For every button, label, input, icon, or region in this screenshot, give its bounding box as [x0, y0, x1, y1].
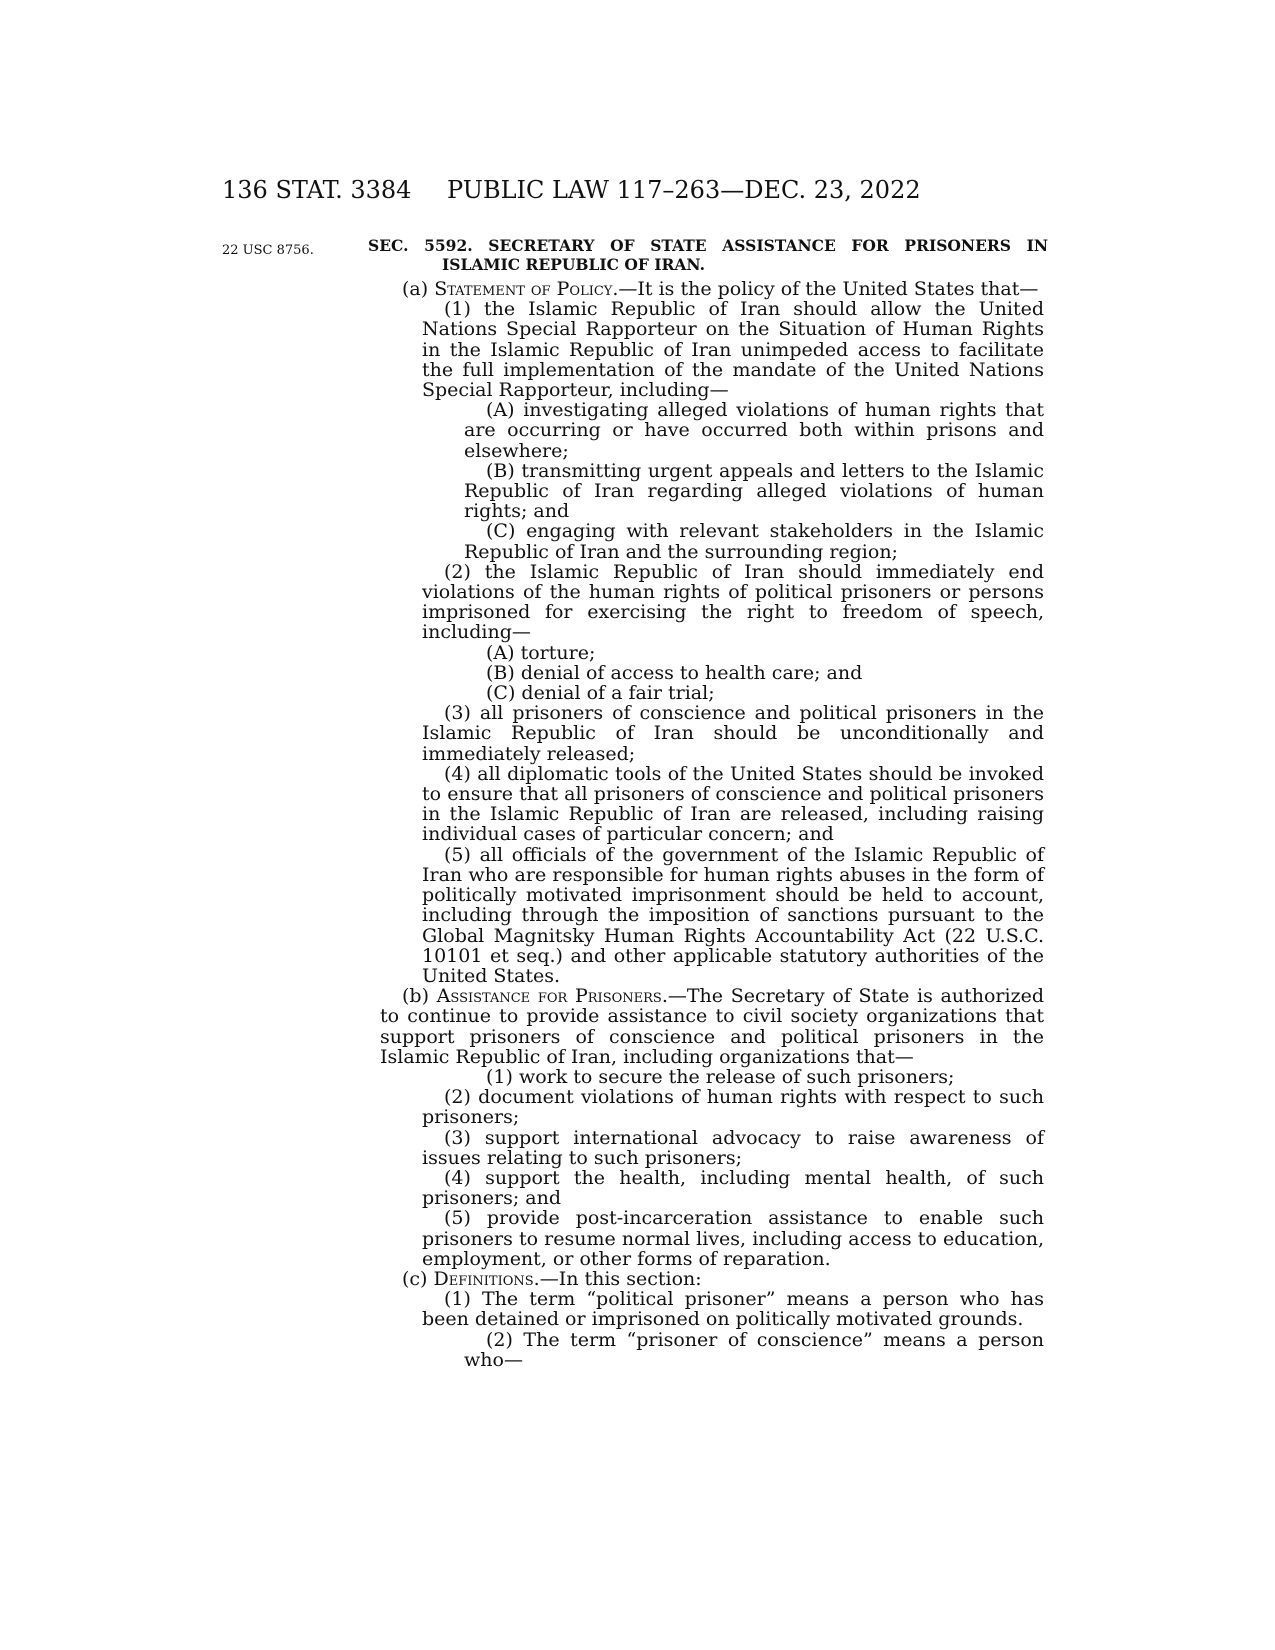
subsection-heading: Definitions: [433, 1267, 534, 1290]
page-header: [222, 176, 1042, 216]
clause-a-2-B: (B) denial of access to health care; and: [486, 661, 863, 684]
paragraph-a-1: (1) the Islamic Republic of Iran should allow the United Nations Special Rapporteur on the Situation of Human Rights in the Islamic Republic of Iran unimpeded access to facilitate the full implementation of the mandate of the United Nations Special Rapporteur, including—: [422, 298, 1044, 402]
paragraph-b-4: (4) support the health, including mental health, of such prisoners; and: [422, 1166, 1044, 1210]
subsection-a: [380, 279, 1044, 299]
margin-citation: 22 USC 8756.: [222, 243, 314, 258]
paragraph-c-2: (2) The term “prisoner of conscience” means a person who—: [464, 1328, 1044, 1371]
paragraph-c-1: (1) The term “political prisoner” means a person who has been detained or imprisoned on politically motivated grounds.: [422, 1288, 1044, 1331]
subsection-c: (c) Definitions.—In this section:: [402, 1267, 702, 1290]
statute-page-number: 136 STAT. 3384: [222, 176, 412, 204]
paragraph-a-2: (2) the Islamic Republic of Iran should immediately end violations of the human rights of political prisoners or persons imprisoned for exercising the right to freedom of speech, including—: [422, 560, 1044, 644]
running-title: PUBLIC LAW 117–263—DEC. 23, 2022: [447, 176, 921, 204]
section-heading: [368, 236, 1048, 274]
section-body: [380, 279, 1044, 1370]
clause-a-1-A: (A) investigating alleged violations of human rights that are occurring or have occurred both within prisons and elsewhere;: [464, 399, 1044, 462]
paragraph-a-5: (5) all officials of the government of the Islamic Republic of Iran who are responsible for human rights abuses in the form of politically motivated imprisonment should be held to account, including through the imposition of sanctions pursuant to the Global Magnitsky Human Rights Accountability Act (22 U.S.C. 10101 et seq.) and other applicable statutory authorities of the United States.: [422, 843, 1044, 987]
subsection-a-text: (a) Statement of Policy.—It is the policy of the United States that—: [402, 278, 1039, 300]
paragraph-b-1: (1) work to secure the release of such prisoners;: [486, 1065, 955, 1088]
paragraph-a-4: (4) all diplomatic tools of the United States should be invoked to ensure that all prisoners of conscience and political prisoners in the Islamic Republic of Iran are released, including raising individual cases of particular concern; and: [422, 762, 1044, 846]
paragraph-b-5: (5) provide post-incarceration assistance to enable such prisoners to resume normal lives, including access to education, employment, or other forms of reparation.: [422, 1207, 1044, 1270]
section-heading-line-1: SEC. 5592. SECRETARY OF STATE ASSISTANCE FOR PRISONERS IN: [368, 236, 1048, 255]
subsection-heading: Assistance for Prisoners: [436, 985, 662, 1008]
clause-a-2-A: (A) torture;: [486, 641, 596, 664]
clause-a-1-C: (C) engaging with relevant stakeholders in the Islamic Republic of Iran and the surrounding region;: [464, 520, 1044, 563]
paragraph-b-2: (2) document violations of human rights with respect to such prisoners;: [422, 1086, 1044, 1129]
paragraph-b-3: (3) support international advocacy to raise awareness of issues relating to such prisoners;: [422, 1126, 1044, 1169]
clause-a-2-C: (C) denial of a fair trial;: [486, 682, 715, 705]
paragraph-a-3: (3) all prisoners of conscience and political prisoners in the Islamic Republic of Iran should be unconditionally and immediately released;: [422, 702, 1044, 765]
subsection-heading: Statement of Policy: [434, 278, 613, 300]
section-heading-line-2: ISLAMIC REPUBLIC OF IRAN.: [442, 255, 705, 274]
clause-a-1-B: (B) transmitting urgent appeals and letters to the Islamic Republic of Iran regarding alleged violations of human rights; and: [464, 459, 1044, 523]
subsection-b: (b) Assistance for Prisoners.—The Secretary of State is authorized to continue to provide assistance to civil society organizations that support prisoners of conscience and political prisoners in the Islamic Republic of Iran, including organizations that—: [380, 985, 1044, 1068]
